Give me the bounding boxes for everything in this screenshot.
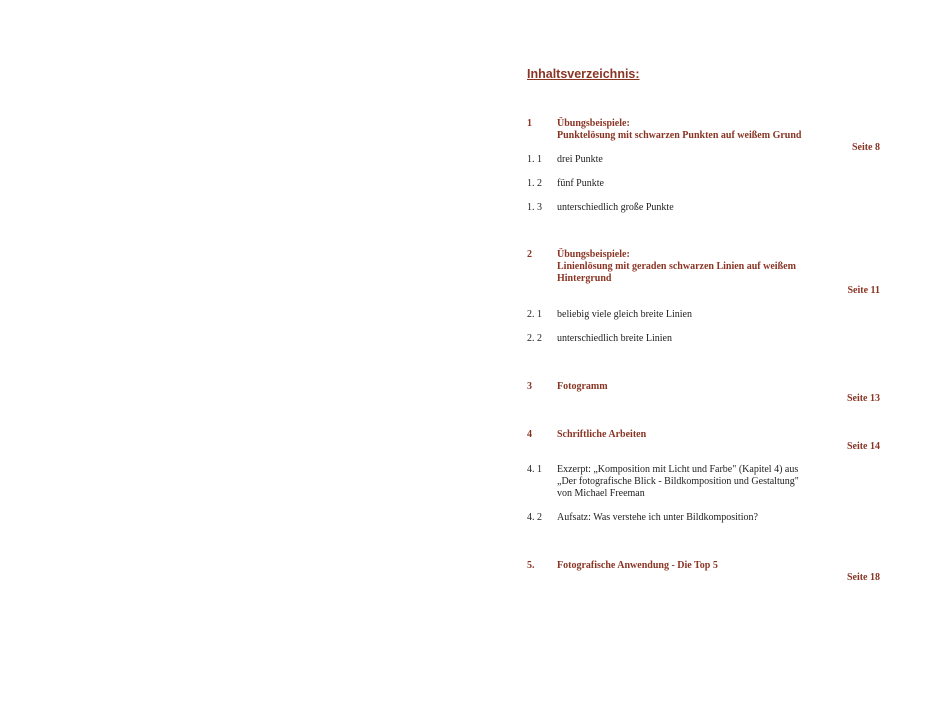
section-5-page: Seite 18 [846,572,880,583]
subitem-text: Exzerpt: „Komposition mit Licht und Farbe" (Kapitel 4) aus [557,464,799,475]
subitem-text: fünf Punkte [557,178,604,189]
subitem-text: Aufsatz: Was verstehe ich unter Bildkomposition? [557,512,758,523]
subitem-text: unterschiedlich breite Linien [557,333,672,344]
section-2-page: Seite 11 [847,285,880,296]
subitem-number: 1. 2 [527,178,542,189]
section-2-subtitle: Linienlösung mit geraden schwarzen Linien auf weißem [557,261,796,272]
section-4-number: 4 [527,429,532,440]
section-2-title: Übungsbeispiele: [557,249,630,260]
section-3-page: Seite 13 [846,393,880,404]
section-1-subtitle: Punktelösung mit schwarzen Punkten auf weißem Grund [557,130,802,141]
subitem-number: 1. 1 [527,154,542,165]
section-1-page: Seite 8 [851,142,880,153]
subitem-number: 4. 1 [527,464,542,475]
section-2-subtitle-cont: Hintergrund [557,273,612,284]
subitem-text: unterschiedlich große Punkte [557,202,674,213]
section-4-title: Schriftliche Arbeiten [557,429,647,440]
section-5-number: 5. [527,560,535,571]
subitem-number: 1. 3 [527,202,542,213]
section-4-page: Seite 14 [846,441,880,452]
toc-title: Inhaltsverzeichnis: [527,67,640,81]
section-2-number: 2 [527,249,532,260]
section-1-title: Übungsbeispiele: [557,118,630,129]
section-3-title: Fotogramm [557,381,608,392]
subitem-number: 2. 1 [527,309,542,320]
section-1-number: 1 [527,118,532,129]
section-5-title: Fotografische Anwendung - Die Top 5 [557,560,718,571]
subitem-number: 4. 2 [527,512,542,523]
subitem-text-cont: von Michael Freeman [557,488,645,499]
section-3-number: 3 [527,381,532,392]
subitem-text: beliebig viele gleich breite Linien [557,309,692,320]
subitem-number: 2. 2 [527,333,542,344]
subitem-text: drei Punkte [557,154,603,165]
subitem-text-cont: „Der fotografische Blick - Bildkomposition und Gestaltung" [557,476,799,487]
